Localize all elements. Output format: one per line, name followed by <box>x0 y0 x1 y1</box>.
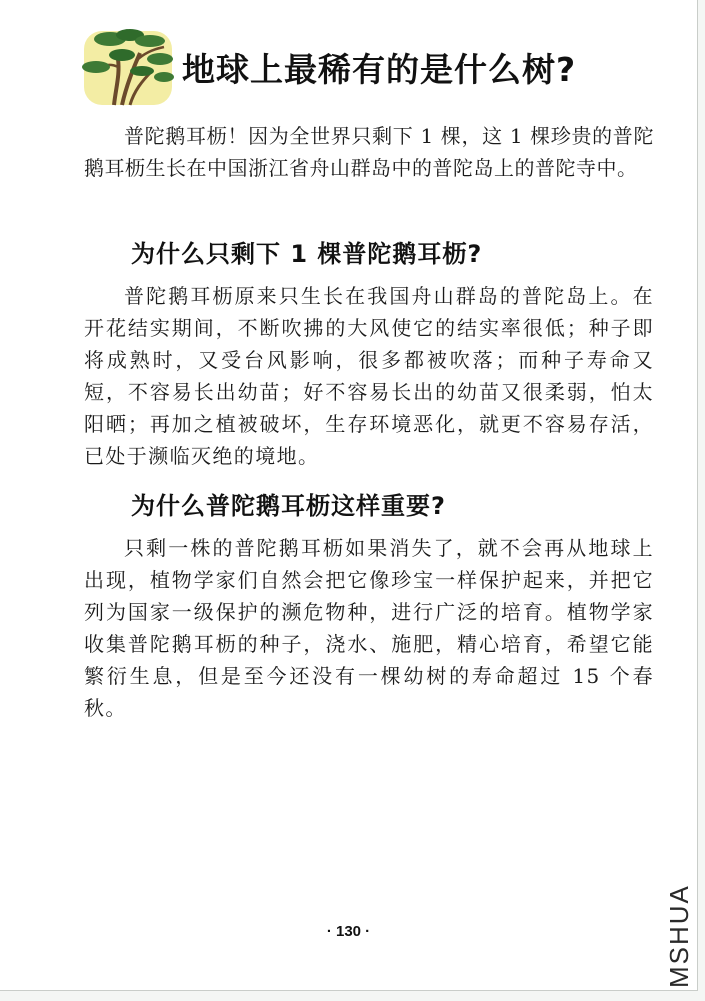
tree-icon <box>82 27 176 107</box>
page-number: · 130 · <box>326 923 371 940</box>
section-body-2: 只剩一株的普陀鹅耳枥如果消失了，就不会再从地球上出现，植物学家们自然会把它像珍宝一样保护起来，并把它列为国家一级保护的濒危物种，进行广泛的培育。植物学家收集普陀鹅耳枥的种子，浇水、施肥，精心培育，希望它能繁衍生息，但是至今还没有一棵幼树的寿命超过 15 个春秋。 <box>84 536 654 720</box>
intro-paragraph: 普陀鹅耳枥！因为全世界只剩下 1 棵，这 1 棵珍贵的普陀鹅耳枥生长在中国浙江省舟山群岛中的普陀岛上的普陀寺中。 <box>84 124 654 180</box>
page-title: 地球上最稀有的是什么树? <box>182 50 577 89</box>
section-body-1: 普陀鹅耳枥原来只生长在我国舟山群岛的普陀岛上。在开花结实期间，不断吹拂的大风使它的结实率很低；种子即将成熟时，又受台风影响，很多都被吹落；而种子寿命又短，不容易长出幼苗；好不容易长出的幼苗又很柔弱，怕太阳晒；再加之植被破坏，生存环境恶化，就更不容易存活，已处于濒临灭绝的境地。 <box>84 284 654 468</box>
section-heading-2: 为什么普陀鹅耳枥这样重要? <box>131 492 446 520</box>
watermark: MSHUA <box>664 884 694 988</box>
section-heading-1: 为什么只剩下 1 棵普陀鹅耳枥? <box>131 240 483 268</box>
